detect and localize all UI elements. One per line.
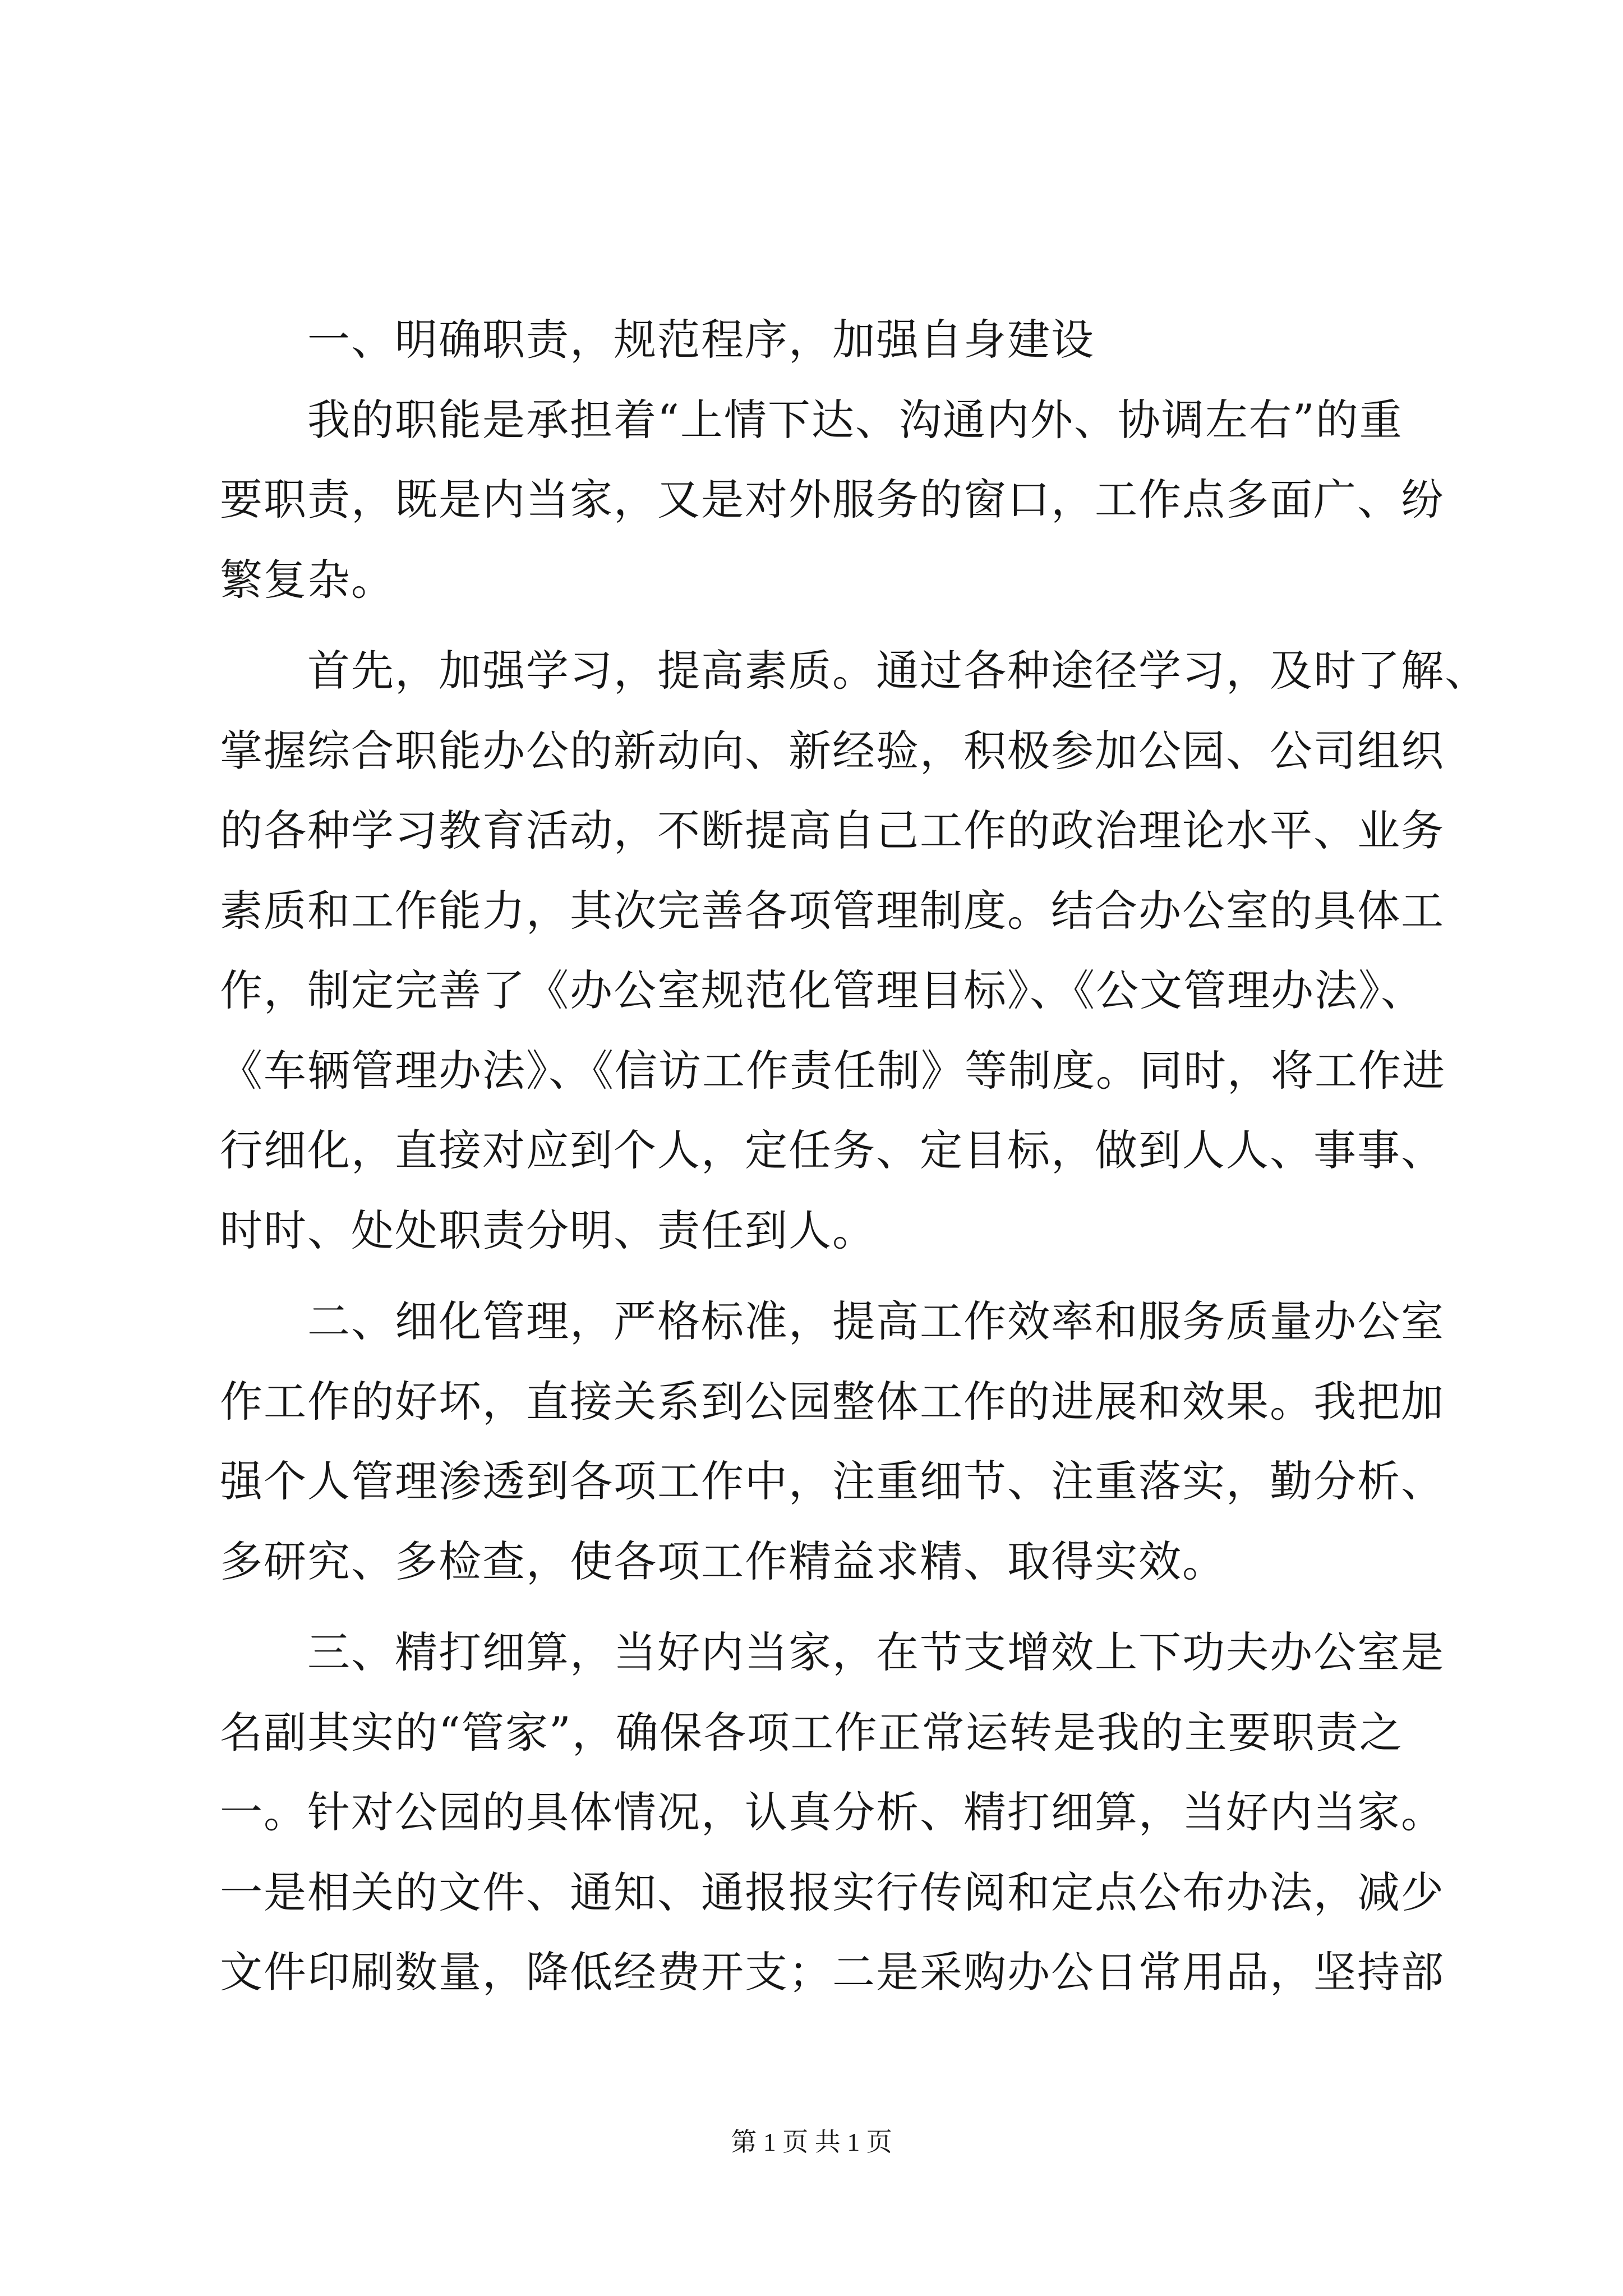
page-number-label: 第 1 页 共 1 页: [731, 2128, 892, 2156]
section-heading: [220, 300, 1510, 380]
text-line: 一。针对公园的具体情况，认真分析、精打细算，当好内当家。: [220, 1787, 1445, 1837]
text-line: 时时、处处职责分明、责任到人。: [220, 1205, 876, 1255]
text-line: 多研究、多检查，使各项工作精益求精、取得实效。: [220, 1536, 1226, 1586]
text-line: 行细化，直接对应到个人，定任务、定目标，做到人人、事事、: [220, 1125, 1445, 1175]
text-line: 一是相关的文件、通知、通报报实行传阅和定点公布办法，减少: [220, 1867, 1445, 1917]
text-line: 素质和工作能力，其次完善各项管理制度。结合办公室的具体工: [220, 885, 1445, 936]
text-line: 掌握综合职能办公的新动向、新经验，积极参加公园、公司组织: [220, 725, 1445, 776]
paragraph: [220, 631, 1510, 1271]
text-line: 繁复杂。: [220, 554, 395, 605]
text-line: 要职责，既是内当家，又是对外服务的窗口，工作点多面广、纷: [220, 475, 1445, 524]
text-line: 二、细化管理，严格标准，提高工作效率和服务质量办公室: [307, 1296, 1445, 1346]
page-footer: [0, 2125, 1623, 2159]
text-line: 一、明确职责，规范程序，加强自身建设: [307, 315, 1095, 365]
paragraph: [220, 1613, 1510, 2013]
paragraph: [220, 1282, 1510, 1602]
text-line: 文件印刷数量，降低经费开支；二是采购办公日常用品，坚持部: [220, 1947, 1445, 1997]
text-line: 名副其实的“管家”，确保各项工作正常运转是我的主要职责之: [220, 1707, 1403, 1757]
text-line: 《车辆管理办法》、《信访工作责任制》等制度。同时，将工作进: [220, 1045, 1446, 1096]
document-body: [220, 300, 1510, 2013]
text-line: 三、精打细算，当好内当家，在节支增效上下功夫办公室是: [307, 1627, 1445, 1677]
text-line: 作，制定完善了《办公室规范化管理目标》、《公文管理办法》、: [220, 965, 1424, 1015]
text-line: 我的职能是承担着“上情下达、沟通内外、协调左右”的重: [307, 394, 1403, 445]
text-line: 首先，加强学习，提高素质。通过各种途径学习，及时了解、: [307, 646, 1488, 696]
text-line: 强个人管理渗透到各项工作中，注重细节、注重落实，勤分析、: [220, 1456, 1445, 1506]
text-line: 作工作的好坏，直接关系到公园整体工作的进展和效果。我把加: [220, 1376, 1445, 1427]
text-line: 的各种学习教育活动，不断提高自己工作的政治理论水平、业务: [220, 806, 1445, 855]
paragraph: [220, 380, 1510, 620]
